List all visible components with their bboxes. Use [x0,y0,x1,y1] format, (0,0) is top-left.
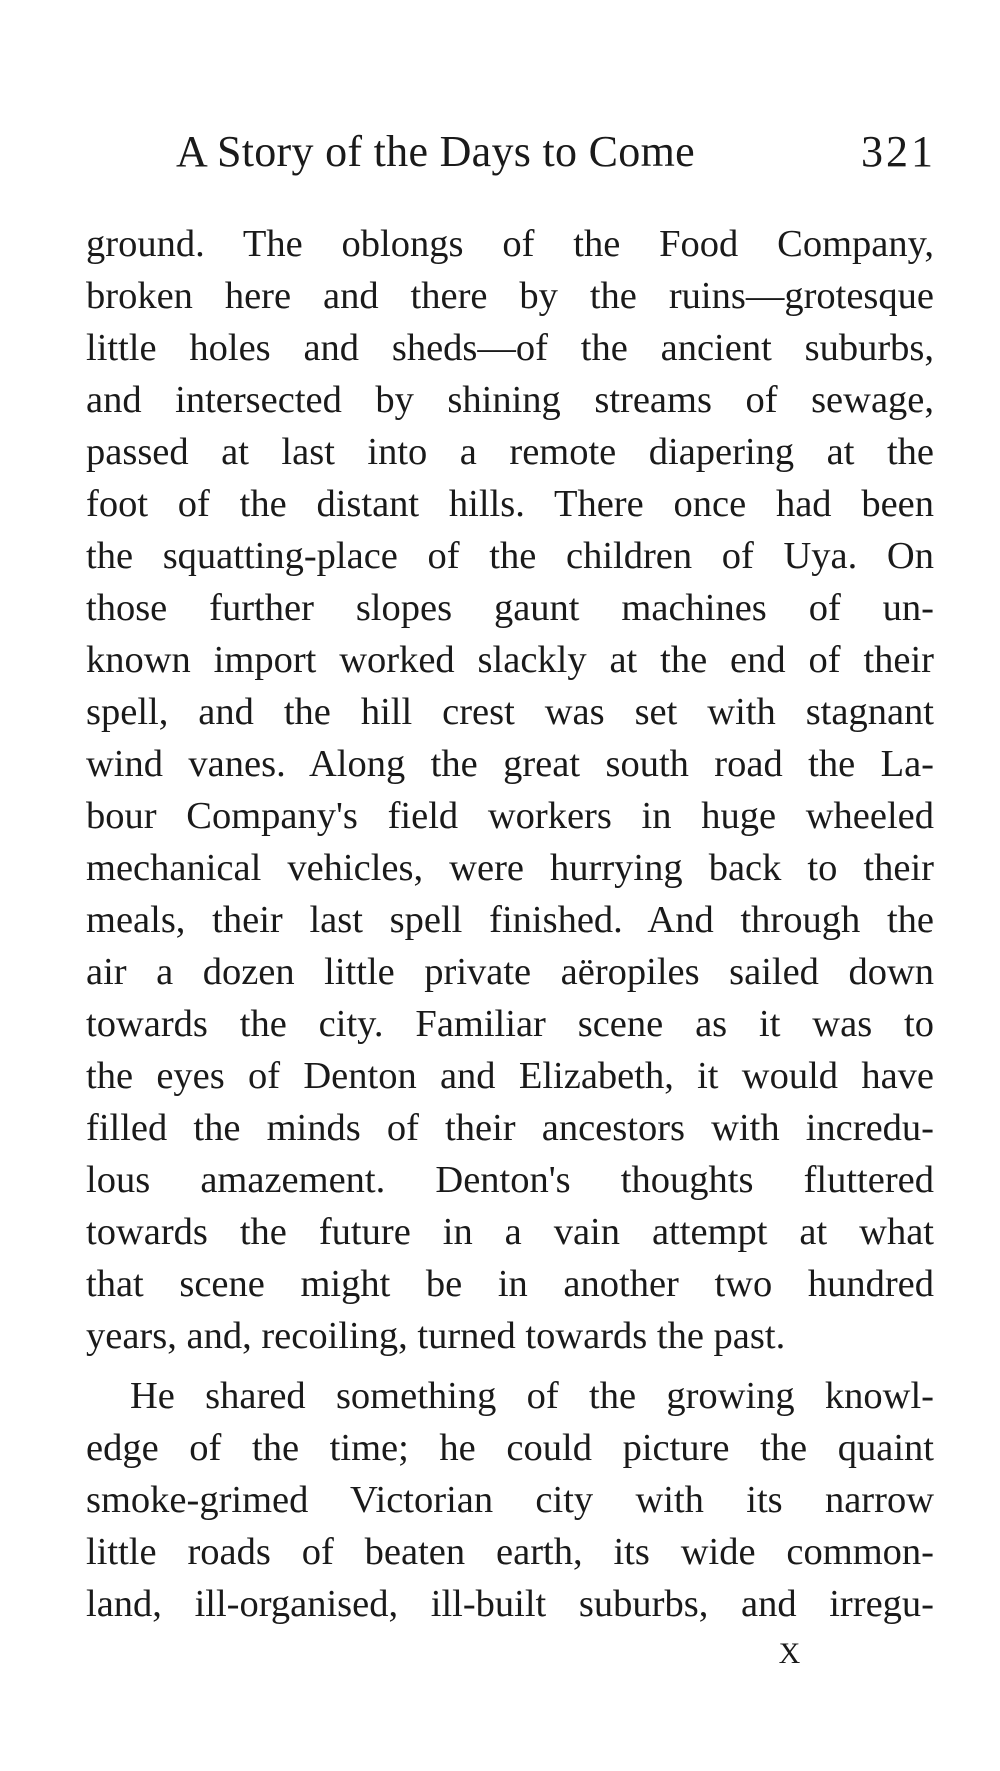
text-line: spell, and the hill crest was set with stagnant [86,691,934,733]
text-line: lous amazement. Denton's thoughts fluttered [86,1159,934,1201]
text-line: the eyes of Denton and Elizabeth, it would have [86,1055,934,1097]
text-line: little holes and sheds—of the ancient suburbs, [86,327,934,369]
text-line: little roads of beaten earth, its wide common- [86,1531,934,1573]
running-title: A Story of the Days to Come [176,127,695,176]
text-line: that scene might be in another two hundred [86,1263,934,1305]
paragraph [86,1370,934,1630]
signature-mark: X [778,1637,802,1670]
text-line: edge of the time; he could picture the quaint [86,1427,934,1469]
text-line: land, ill-organised, ill-built suburbs, and irregu- [86,1583,934,1625]
text-line: those further slopes gaunt machines of un- [86,587,934,629]
text-line: wind vanes. Along the great south road the La- [86,743,934,785]
text-line: foot of the distant hills. There once had been [86,483,934,525]
text-line: known import worked slackly at the end of their [86,639,934,681]
text-line: air a dozen little private aëropiles sailed down [86,951,934,993]
text-line: mechanical vehicles, were hurrying back to their [86,847,934,889]
text-line: towards the city. Familiar scene as it was to [86,1003,934,1045]
text-line: bour Company's field workers in huge wheeled [86,795,934,837]
text-line: years, and, recoiling, turned towards the past. [86,1315,786,1357]
text-line: towards the future in a vain attempt at what [86,1211,934,1253]
text-line: smoke-grimed Victorian city with its narrow [86,1479,934,1521]
running-head [176,122,936,182]
body-text [86,218,934,1630]
text-line: passed at last into a remote diapering at the [86,431,934,473]
text-line: He shared something of the growing knowl- [130,1375,934,1417]
paragraph [86,218,934,1362]
text-line: and intersected by shining streams of sewage, [86,379,934,421]
text-line: ground. The oblongs of the Food Company, [86,223,934,265]
text-line: meals, their last spell finished. And through the [86,899,934,941]
paragraph-gap [86,1362,934,1370]
text-line: the squatting-place of the children of Uya. On [86,535,934,577]
text-line: filled the minds of their ancestors with incredu- [86,1107,934,1149]
text-line: broken here and there by the ruins—grotesque [86,275,934,317]
page-number: 321 [861,127,936,176]
